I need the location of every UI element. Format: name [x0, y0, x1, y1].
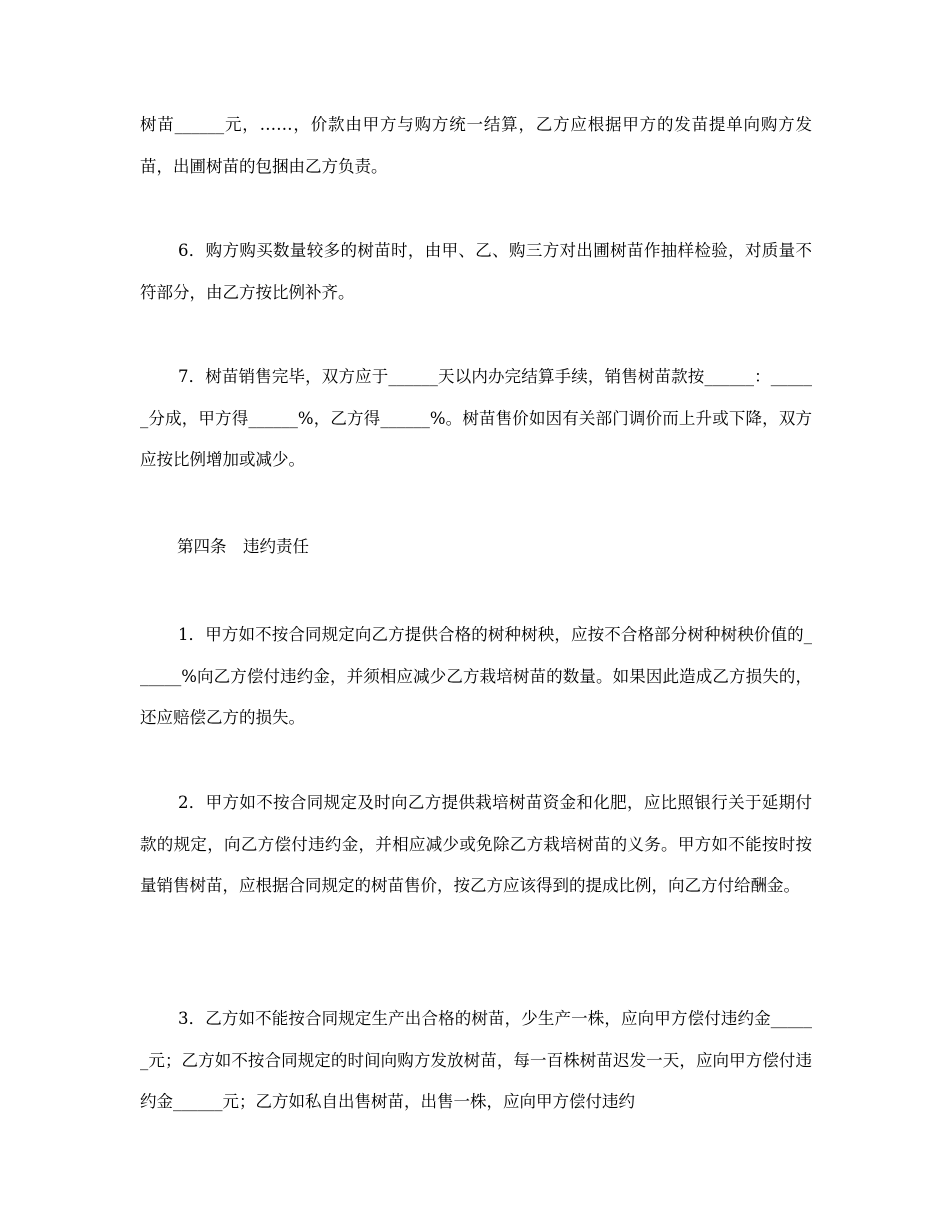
- paragraph-item-6: 6．购方购买数量较多的树苗时，由甲、乙、购三方对出圃树苗作抽样检验，对质量不符部分，由乙方按比例补齐。: [140, 241, 812, 302]
- paragraph-payment-settlement: 树苗______元，……，价款由甲方与购方统一结算，乙方应根据甲方的发苗提单向购方发苗，出圃树苗的包捆由乙方负责。: [140, 115, 812, 176]
- paragraph-article4-item-1: 1．甲方如不按合同规定向乙方提供合格的树种树秧，应按不合格部分树种树秧价值的______%向乙方偿付违约金，并须相应减少乙方栽培树苗的数量。如果因此造成乙方损失的，还应赔偿乙方的损失。: [140, 625, 812, 727]
- article-4-heading: 第四条 违约责任: [177, 537, 309, 556]
- paragraph-article4-item-2: 2．甲方如不按合同规定及时向乙方提供栽培树苗资金和化肥，应比照银行关于延期付款的规定，向乙方偿付违约金，并相应减少或免除乙方栽培树苗的义务。甲方如不能按时按量销售树苗，应根据合同规定的树苗售价，按乙方应该得到的提成比例，向乙方付给酬金。: [140, 793, 812, 895]
- paragraph-article4-item-3: 3．乙方如不能按合同规定生产出合格的树苗，少生产一株，应向甲方偿付违约金______元；乙方如不按合同规定的时间向购方发放树苗，每一百株树苗迟发一天，应向甲方偿付违约金______元；乙方如私自出售树苗，出售一株，应向甲方偿付违约: [140, 1009, 812, 1111]
- paragraph-item-7: 7．树苗销售完毕，双方应于______天以内办完结算手续，销售树苗款按______：______分成，甲方得______%，乙方得______%。树苗售价如因有关部门调价而上升或下降，双方应按比例增加或减少。: [140, 367, 812, 469]
